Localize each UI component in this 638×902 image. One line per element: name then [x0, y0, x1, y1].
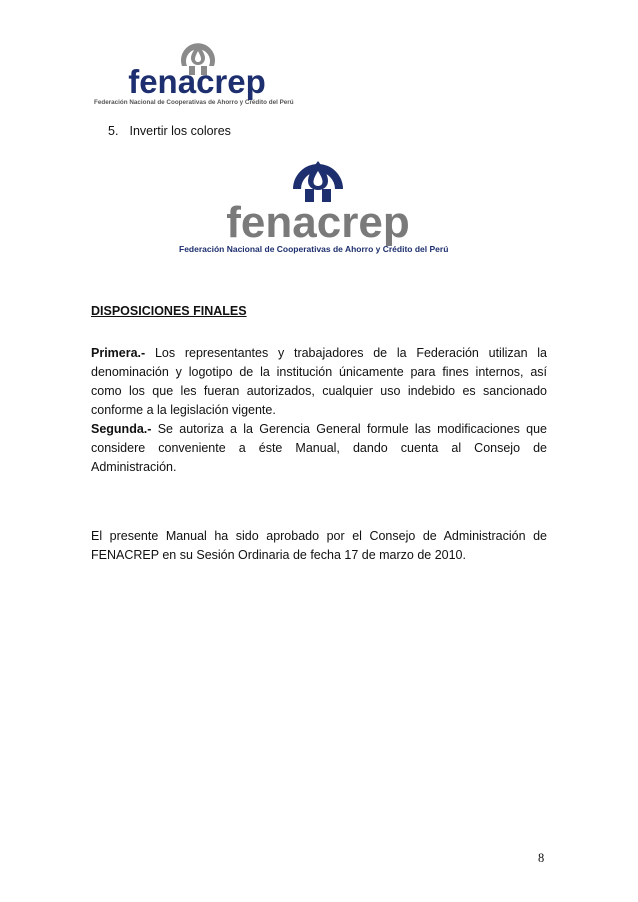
paragraph-segunda-label: Segunda.-: [91, 422, 152, 436]
section-heading: DISPOSICIONES FINALES: [91, 304, 247, 318]
paragraph-approval: El presente Manual ha sido aprobado por el Consejo de Administración de FENACREP en su Sesión Ordinaria de fecha 17 de marzo de 2010.: [91, 529, 547, 562]
paragraph-primera-text: Los representantes y trabajadores de la Federación utilizan la denominación y logotipo de la institución únicamente para fines internos, así como los que les fueran autorizados, cualquier uso indebido es sancionado conforme a la legislación vigente.: [91, 346, 547, 417]
logo-tagline: Federación Nacional de Cooperativas de Ahorro y Crédito del Perú: [94, 99, 294, 106]
inverted-logo-tagline: Federación Nacional de Cooperativas de Ahorro y Crédito del Perú: [179, 244, 449, 254]
list-item-invert-colors: [108, 124, 231, 138]
paragraph-primera: [91, 344, 547, 420]
paragraph-segunda-text: Se autoriza a la Gerencia General formule las modificaciones que considere conveniente a éste Manual, dando cuenta al Consejo de Administración.: [91, 422, 547, 474]
fenacrep-logo-graphic: [90, 36, 305, 108]
fenacrep-logo-top: [90, 36, 305, 108]
fenacrep-logo-inverted: [175, 155, 465, 259]
paragraph-primera-label: Primera.-: [91, 346, 146, 360]
page-number: 8: [538, 851, 545, 865]
list-item-number: 5.: [108, 124, 119, 138]
paragraph-segunda: [91, 420, 547, 477]
fenacrep-logo-inverted-graphic: [175, 155, 465, 259]
logo-wordmark: fenacrep: [128, 63, 266, 100]
list-item-text: Invertir los colores: [129, 124, 231, 138]
inverted-logo-wordmark: fenacrep: [226, 198, 410, 247]
